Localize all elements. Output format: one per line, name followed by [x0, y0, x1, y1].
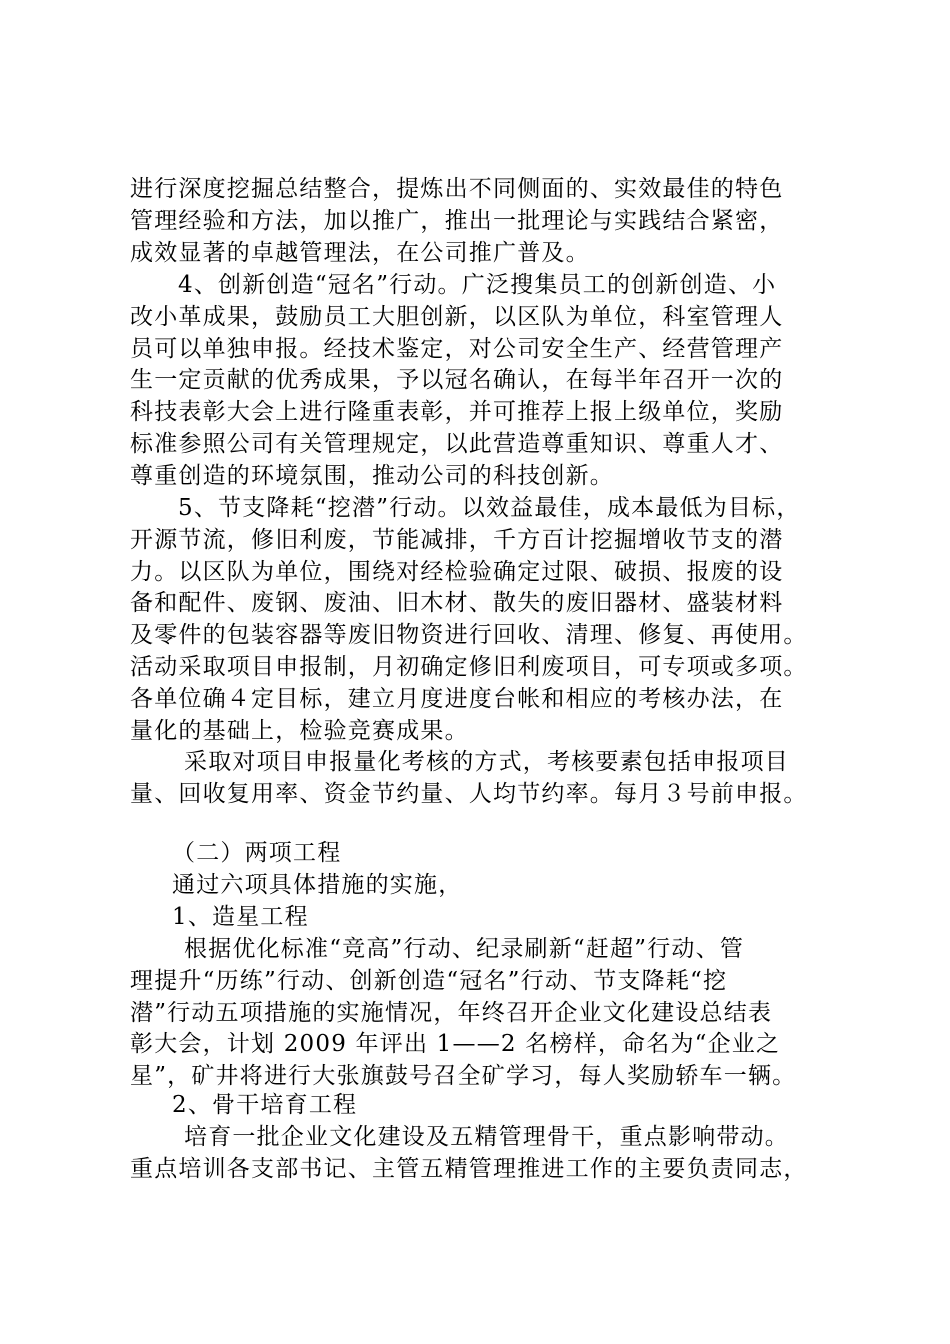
text-line: 5、节支降耗“挖潜”行动。以效益最佳，成本最低为目标，	[178, 495, 801, 521]
text-line: 量、回收复用率、资金节约量、人均节约率。每月３号前申报。	[130, 780, 808, 807]
paragraph-continuation	[130, 174, 830, 269]
subheading-backbone-project	[130, 1090, 830, 1122]
text-line: 各单位确４定目标，建立月度进度台帐和相应的考核办法，在	[130, 685, 784, 712]
text-line: 根据优化标准“竞高”行动、纪录刷新“赶超”行动、管	[184, 936, 745, 962]
paragraph-assessment	[130, 747, 830, 811]
subheading-star-project	[130, 902, 830, 934]
text-line: 4、创新创造“冠名”行动。广泛搜集员工的创新创造、小	[178, 272, 777, 298]
text-line: 科技表彰大会上进行隆重表彰，并可推荐上报上级单位，奖励	[130, 399, 784, 426]
text-line: 2、骨干培育工程	[172, 1092, 358, 1118]
text-line: 力。以区队为单位，围绕对经检验确定过限、破损、报废的设	[130, 558, 784, 585]
text-line: 改小革成果，鼓励员工大胆创新，以区队为单位，科室管理人	[130, 303, 784, 330]
text-line: 及零件的包装容器等废旧物资进行回收、清理、修复、再使用。	[130, 622, 808, 649]
text-line: 备和配件、废钢、废油、旧木材、散失的废旧器材、盛装材料	[130, 590, 784, 617]
paragraph-backbone-project	[130, 1122, 830, 1186]
text-line: 开源节流，修旧利废，节能减排，千方百计挖掘增收节支的潜	[130, 526, 784, 553]
text-line: 管理经验和方法，加以推广，推出一批理论与实践结合紧密，	[130, 207, 784, 234]
text-line: 标准参照公司有关管理规定，以此营造尊重知识、尊重人才、	[130, 430, 784, 457]
text-line: 量化的基础上，检验竞赛成果。	[130, 717, 469, 744]
text-line: 1、造星工程	[172, 904, 309, 930]
text-line: 采取对项目申报量化考核的方式，考核要素包括申报项目	[184, 749, 789, 775]
section-heading	[130, 838, 830, 870]
paragraph-star-project	[130, 934, 830, 1093]
text-line: （二）两项工程	[172, 840, 342, 866]
text-line: 尊重创造的环境氛围，推动公司的科技创新。	[130, 462, 614, 489]
text-line: 通过六项具体措施的实施，	[172, 872, 463, 898]
paragraph-intro	[130, 870, 830, 902]
paragraph-item-4	[130, 270, 830, 493]
text-line: 彰大会，计划 2009 年评出 1——2 名榜样，命名为“企业之	[130, 1031, 781, 1058]
text-line: 重点培训各支部书记、主管五精管理推进工作的主要负责同志，	[130, 1155, 808, 1182]
text-line: 员可以单独申报。经技术鉴定，对公司安全生产、经营管理产	[130, 335, 784, 362]
text-line: 潜”行动五项措施的实施情况，年终召开企业文化建设总结表	[130, 999, 773, 1026]
text-line: 成效显著的卓越管理法，在公司推广普及。	[130, 239, 590, 266]
text-line: 培育一批企业文化建设及五精管理骨干，重点影响带动。	[184, 1124, 789, 1150]
text-line: 进行深度挖掘总结整合，提炼出不同侧面的、实效最佳的特色	[130, 176, 784, 202]
paragraph-item-5	[130, 493, 830, 747]
text-line: 生一定贡献的优秀成果，予以冠名确认，在每半年召开一次的	[130, 367, 784, 394]
text-line: 星”，矿井将进行大张旗鼓号召全矿学习，每人奖励轿车一辆。	[130, 1063, 797, 1090]
text-line: 理提升“历练”行动、创新创造“冠名”行动、节支降耗“挖	[130, 967, 728, 994]
text-line: 活动采取项目申报制，月初确定修旧利废项目，可专项或多项。	[130, 653, 808, 680]
